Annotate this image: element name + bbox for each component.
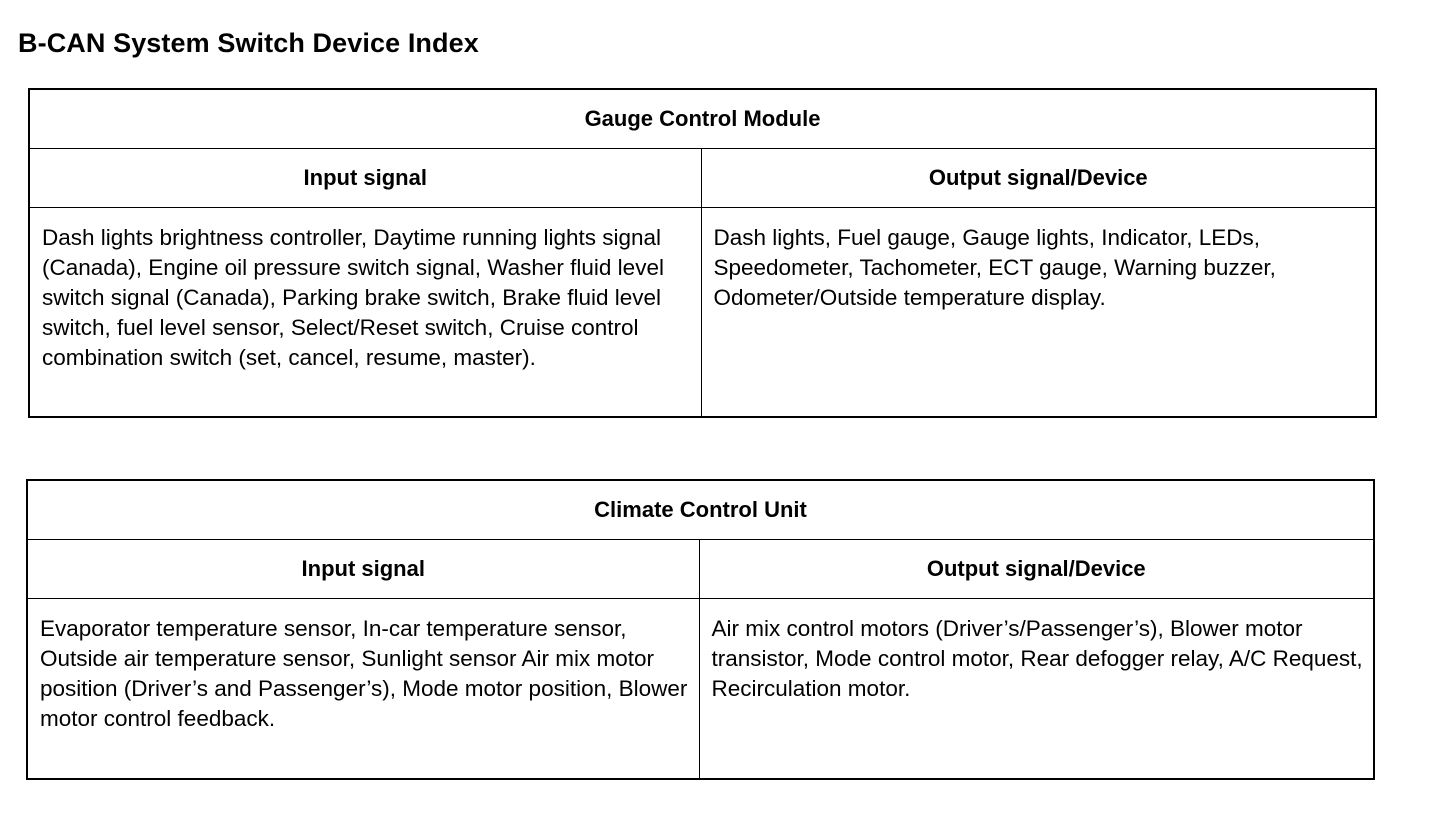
table-title: Climate Control Unit <box>27 480 1374 540</box>
output-signal-cell: Dash lights, Fuel gauge, Gauge lights, Indicator, LEDs, Speedometer, Tachometer, ECT gauge, Warning buzzer, Odometer/Outside temperature display. <box>701 208 1376 418</box>
input-signal-cell: Evaporator temperature sensor, In-car temperature sensor, Outside air temperature sensor, Sunlight sensor Air mix motor position (Driver’s and Passenger’s), Mode motor position, Blower motor control feedback. <box>27 599 699 780</box>
input-signal-header: Input signal <box>27 540 699 599</box>
input-signal-cell: Dash lights brightness controller, Daytime running lights signal (Canada), Engine oil pressure switch signal, Washer fluid level switch signal (Canada), Parking brake switch, Brake fluid level switch, fuel level sensor, Select/Reset switch, Cruise control combination switch (set, cancel, resume, master). <box>29 208 701 418</box>
gauge-control-module-table <box>28 88 1377 418</box>
table-title: Gauge Control Module <box>29 89 1376 149</box>
page-title: B-CAN System Switch Device Index <box>18 28 479 59</box>
input-signal-header: Input signal <box>29 149 701 208</box>
output-signal-cell: Air mix control motors (Driver’s/Passenger’s), Blower motor transistor, Mode control motor, Rear defogger relay, A/C Request, Recirculation motor. <box>699 599 1374 780</box>
climate-control-unit-table <box>26 479 1375 780</box>
output-signal-header: Output signal/Device <box>699 540 1374 599</box>
output-signal-header: Output signal/Device <box>701 149 1376 208</box>
